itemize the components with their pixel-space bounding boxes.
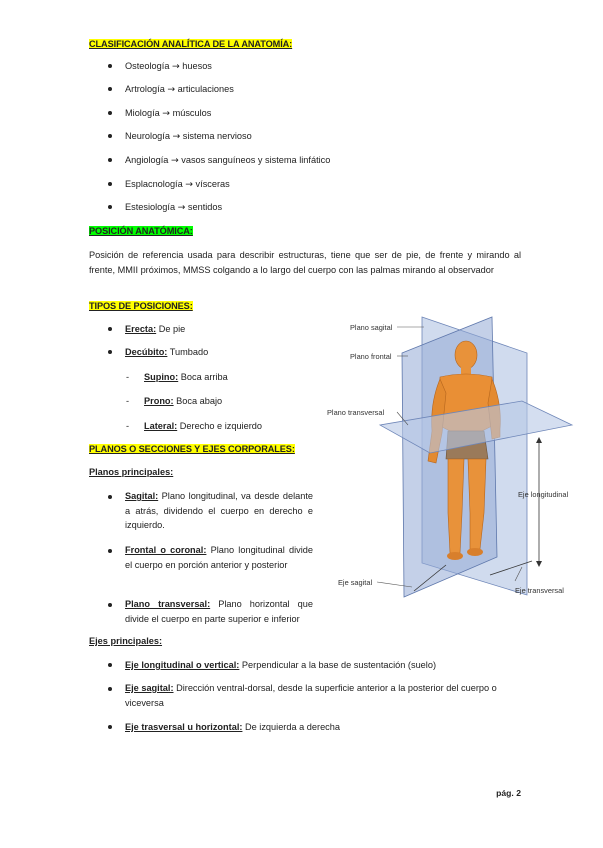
planos-title: Planos principales: [89, 467, 174, 477]
label-plano-sagital: Plano sagital [350, 323, 393, 332]
plano-sagital-text: Sagital: Plano longitudinal, va desde delante a atrás, dividendo el cuerpo en derecho e izquierdo. [125, 491, 313, 530]
label-plano-frontal: Plano frontal [350, 352, 392, 361]
label-eje-longitudinal: Eje longitudinal [518, 490, 569, 499]
anatomical-planes-figure [322, 313, 580, 599]
section-heading-clasificacion: CLASIFICACIÓN ANALÍTICA DE LA ANATOMÍA: [89, 39, 293, 49]
label-plano-transversal: Plano transversal [327, 408, 385, 417]
plano-frontal-text: Frontal o coronal: Plano longitudinal divide el cuerpo en porción anterior y posterior [125, 545, 314, 570]
label-eje-sagital: Eje sagital [338, 578, 373, 587]
section-heading-posicion: POSICIÓN ANATÓMICA: [89, 226, 193, 236]
plano-transversal-text: Plano transversal: Plano horizontal que divide el cuerpo en parte superior e inferior [125, 599, 313, 624]
eje-sagital-text: Eje sagital: Dirección ventral-dorsal, desde la superficie anterior a la posterior del cuerpo o viceversa [125, 683, 497, 708]
document-page: CLASIFICACIÓN ANALÍTICA DE LA ANATOMÍA: Osteología → huesos Artrología → articulaciones Miología → músculos Neurología → sistema nervioso Angiología → vasos sanguíneos y sistema linfático Esplacnología → vísceras Estesiología → sentidos POSICIÓN ANATÓMICA: Posición de referencia usada para describir estructuras, tiene que ser de pie, de frente y mirando al frente, MMII próximos, MMSS colgando a lo largo del cuerpo con las palmas mirando al observador TIPOS DE POSICIONES: Erecta: De pie Decúbito: Tumbado - Supino: Boca arriba - Prono: Boca abajo - Lateral: Derecho e izquierdo PLANOS O SECCIONES Y EJES CORPORALES: Planos principales: Sagital: Plano longitudinal, va desde delante a atrás, dividendo el cuerpo en derecho e izquierdo. Frontal o coronal: Plano longitudinal divide el cuerpo en porción anterior y posterior Plano transversal: Plano horizontal que divide el cuerpo en parte superior e inferior Ejes principales: Eje longitudinal o vertical: Perpendicular a la base de sustentación (suelo) Eje sagital: Dirección ventral-dorsal, desde la superficie anterior a la posterior del cuerpo o viceversa Eje trasversal u horizontal: De izquierda a derecha Plano sagital Plano frontal Plano transversal Eje longitudinal Eje sagital Eje transversal pág. 2 [0, 0, 603, 848]
section-heading-planos: PLANOS O SECCIONES Y EJES CORPORALES: [89, 444, 295, 454]
label-eje-transversal: Eje transversal [515, 586, 564, 595]
page-number: pág. 2 [496, 788, 521, 798]
posicion-paragraph: Posición de referencia usada para describir estructuras, tiene que ser de pie, de frente y mirando al frente, MMII próximos, MMSS colgando a lo largo del cuerpo con las palmas mirando al observador [89, 250, 521, 275]
section-heading-tipos: TIPOS DE POSICIONES: [89, 301, 193, 311]
ejes-title: Ejes principales: [89, 636, 163, 646]
